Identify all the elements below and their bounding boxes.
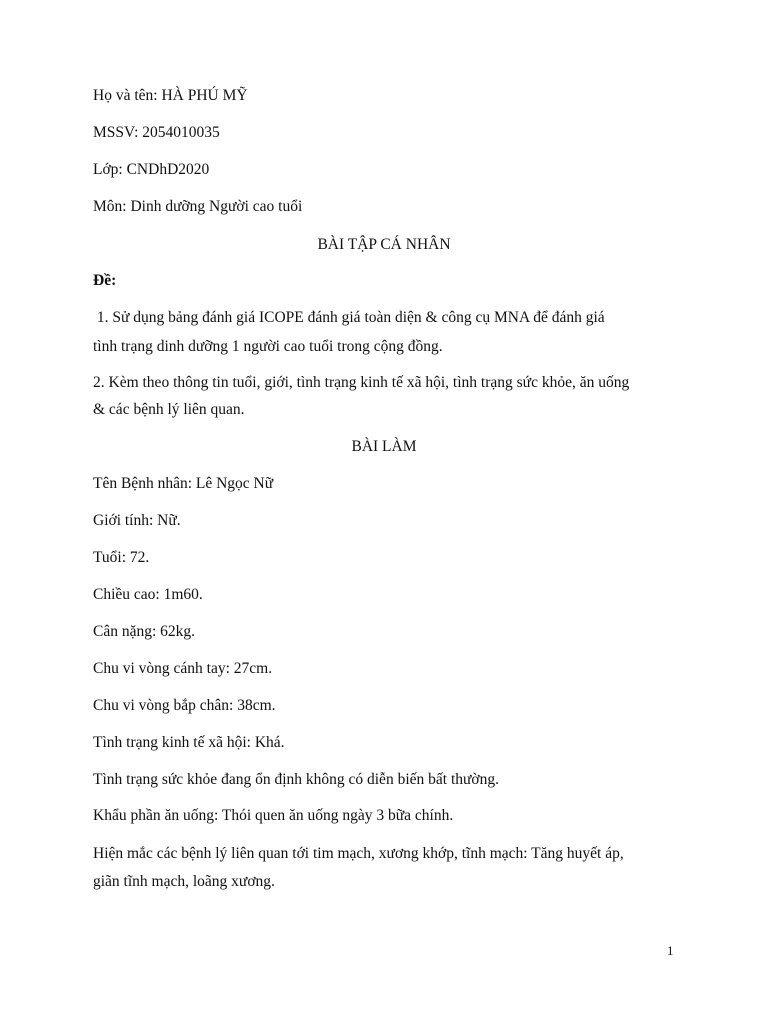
- prompt-item-1-line-2: tình trạng dinh dưỡng 1 người cao tuổi trong cộng đồng.: [93, 338, 443, 355]
- prompt-item-2-line-2: & các bệnh lý liên quan.: [93, 401, 245, 418]
- student-id: MSSV: 2054010035: [93, 124, 220, 141]
- patient-gender: Giới tính: Nữ.: [93, 512, 181, 529]
- patient-age: Tuổi: 72.: [93, 549, 150, 566]
- patient-height: Chiều cao: 1m60.: [93, 586, 203, 603]
- page-number: 1: [667, 943, 674, 958]
- prompt-item-1-line-1: 1. Sử dụng bảng đánh giá ICOPE đánh giá toàn diện & công cụ MNA để đánh giá: [93, 309, 605, 326]
- patient-health: Tình trạng sức khỏe đang ổn định không có diễn biến bất thường.: [93, 771, 499, 788]
- assignment-title: BÀI TẬP CÁ NHÂN: [317, 236, 451, 253]
- patient-diet: Khẩu phần ăn uống: Thói quen ăn uống ngày 3 bữa chính.: [93, 807, 454, 824]
- subject: Môn: Dinh dưỡng Người cao tuổi: [93, 198, 303, 215]
- prompt-item-2-line-1: 2. Kèm theo thông tin tuổi, giới, tình trạng kinh tế xã hội, tình trạng sức khỏe, ăn uống: [93, 374, 630, 391]
- patient-weight: Cân nặng: 62kg.: [93, 623, 196, 640]
- work-title: BÀI LÀM: [351, 438, 417, 455]
- patient-conditions-line-2: giãn tĩnh mạch, loãng xương.: [93, 873, 275, 890]
- student-class: Lớp: CNDhD2020: [93, 161, 210, 178]
- patient-name: Tên Bệnh nhân: Lê Ngọc Nữ: [93, 475, 274, 492]
- patient-socioeconomic: Tình trạng kinh tế xã hội: Khá.: [93, 734, 285, 751]
- patient-conditions-line-1: Hiện mắc các bệnh lý liên quan tới tim mạch, xương khớp, tĩnh mạch: Tăng huyết áp,: [93, 845, 624, 862]
- patient-arm-circumference: Chu vi vòng cánh tay: 27cm.: [93, 660, 273, 677]
- patient-calf-circumference: Chu vi vòng bắp chân: 38cm.: [93, 697, 276, 714]
- prompt-label: Đề:: [93, 272, 117, 289]
- student-name: Họ và tên: HÀ PHÚ MỸ: [93, 87, 248, 104]
